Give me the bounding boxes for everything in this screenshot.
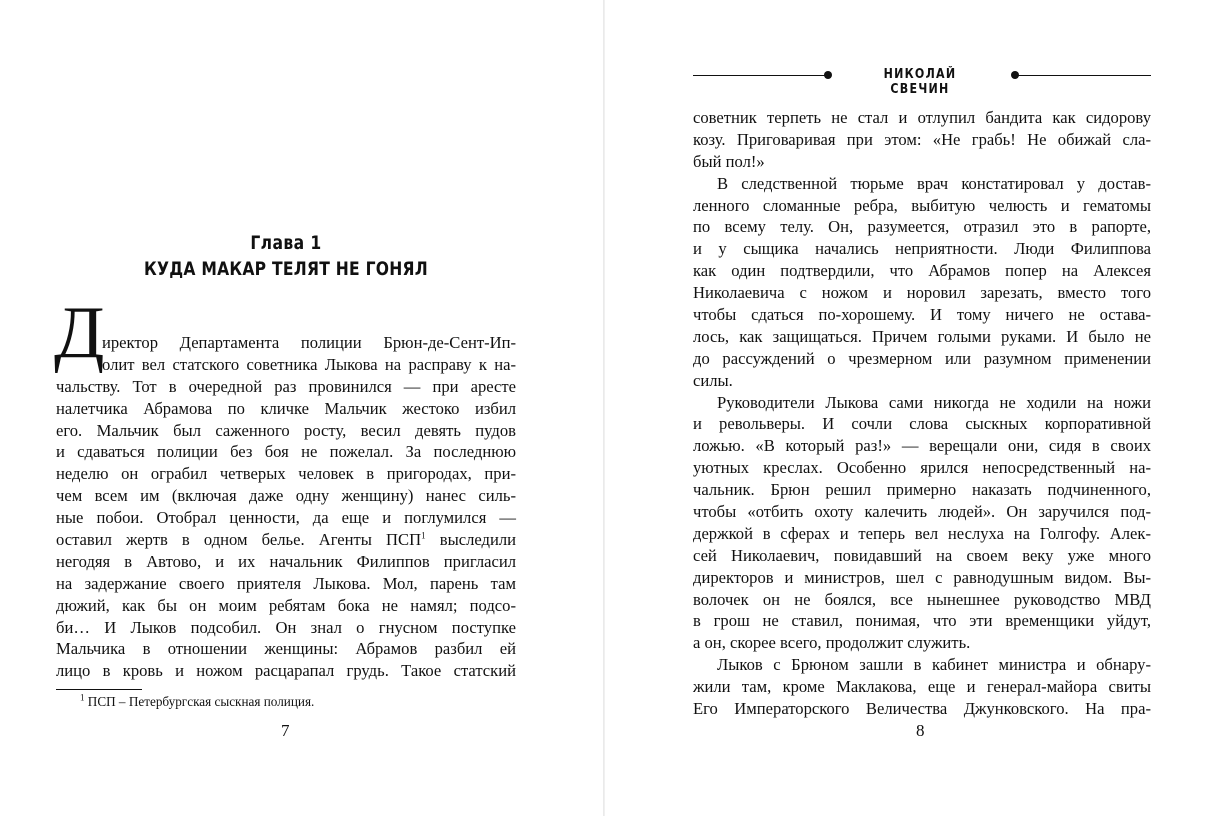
- text-line: его. Мальчик был саженного росту, весил девять пудов: [56, 420, 516, 440]
- text-line: козу. Приговаривая при этом: «Не грабь! Не обижай сла-: [693, 129, 1151, 149]
- text-line: негодяя в Автово, и их начальник Филиппов пригласил: [56, 551, 516, 571]
- left-body-text: [54, 292, 516, 682]
- text-line: и у сыщика начались неприятности. Люди Филиппова: [693, 239, 1151, 259]
- footnote-ref: 1: [421, 530, 426, 541]
- chapter-title: КУДА МАКАР ТЕЛЯТ НЕ ГОНЯЛ: [144, 258, 428, 280]
- text-line: и сдаваться полиции без боя не пожелал. За последнюю: [56, 442, 516, 462]
- running-head-text: НИКОЛАЙ СВЕЧИН: [883, 67, 957, 97]
- header-dot-left: [824, 71, 832, 79]
- text-line: [56, 529, 516, 551]
- text-segment: выследили: [425, 530, 516, 550]
- page-number-right: 8: [916, 721, 925, 740]
- text-line: би… И Лыков подсобил. Он знал о гнусном поступке: [56, 617, 516, 637]
- drop-cap: Д: [54, 292, 105, 374]
- text-line: ложью. «В который раз!» — верещали они, сидя в своих: [693, 436, 1151, 456]
- text-line: дюжий, как бы он моим ребятам бока не намял; подсо-: [56, 595, 516, 615]
- footnote: [80, 694, 314, 710]
- header-rule-right: [1015, 75, 1151, 76]
- text-line: советник терпеть не стал и отлупил бандита как сидорову: [693, 108, 1151, 127]
- chapter-number: Глава 1: [250, 232, 322, 254]
- text-line: ные побои. Отобрал ценности, да еще и поглумился —: [56, 508, 516, 528]
- running-head: [840, 67, 1000, 97]
- page-number-left: 7: [281, 721, 290, 740]
- text-line: в грош не ставил, понимая, что эти временщики уйдут,: [693, 611, 1151, 631]
- footnote-text: ПСП – Петербургская сыскная полиция.: [87, 694, 315, 709]
- text-line: лось, как защищаться. Причем голыми руками. И было не: [693, 326, 1151, 346]
- text-line: волочек он не боялся, все нынешнее руководство МВД: [693, 589, 1151, 609]
- text-line: а он, скорее всего, продолжит служить.: [693, 633, 971, 653]
- text-line: чальству. Тот в очередной раз провинился — при аресте: [56, 376, 516, 396]
- text-line: ленного сломанные ребра, выбитую челюсть и гематомы: [693, 195, 1151, 215]
- text-line: чтобы «отбить охоту калечить людей». Он заручился под-: [693, 502, 1151, 522]
- text-line: и револьверы. И сочли слова сыскных корпоративной: [693, 414, 1151, 434]
- text-line: Его Императорского Величества Джунковского. На пра-: [693, 699, 1151, 719]
- header-rule-left: [693, 75, 826, 76]
- text-line: олит вел статского советника Лыкова на расправу к на-: [102, 354, 516, 374]
- text-line: уютных креслах. Особенно ярился непосредственный на-: [693, 458, 1151, 478]
- text-line: на задержание своего приятеля Лыкова. Мол, парень там: [56, 573, 516, 593]
- text-line: бый пол!»: [693, 151, 765, 171]
- text-line: по всему телу. Он, разумеется, отразил это в рапорте,: [693, 217, 1151, 237]
- footnote-mark: 1: [80, 692, 85, 703]
- text-line: силы.: [693, 370, 733, 390]
- text-line: жили там, кроме Маклакова, еще и генерал-майора свиты: [693, 677, 1151, 697]
- right-body-text: [693, 107, 1151, 720]
- text-line: до рассуждений о чрезмерном или разумном применении: [693, 348, 1151, 368]
- text-line: директоров и министров, шел с равнодушным видом. Вы-: [693, 567, 1151, 587]
- text-line: Николаевича с ножом и норовил зарезать, вместо того: [693, 283, 1151, 303]
- text-line: держкой в сферах и теперь вел неслуха на Голгофу. Алек-: [693, 523, 1151, 543]
- footnote-rule: [56, 689, 142, 690]
- text-line: Руководители Лыкова сами никогда не ходили на ножи: [717, 392, 1151, 412]
- text-line: налетчика Абрамова по кличке Мальчик жестоко избил: [56, 398, 516, 418]
- chapter-heading: [56, 232, 516, 280]
- text-line: лицо в кровь и ножом расцарапал грудь. Такое статский: [56, 661, 516, 681]
- text-line: Лыков с Брюном зашли в кабинет министра и обнару-: [717, 655, 1151, 675]
- text-line: Мальчика в отношении женщины: Абрамов разбил ей: [56, 639, 516, 659]
- text-line: как один подтвердили, что Абрамов попер на Алексея: [693, 261, 1151, 281]
- text-line: иректор Департамента полиции Брюн-де-Сент-Ип-: [102, 333, 516, 352]
- text-segment: оставил жертв в одном белье. Агенты ПСП: [56, 530, 422, 550]
- text-line: чем всем им (включая даже одну женщину) нанес силь-: [56, 486, 516, 506]
- text-line: чтобы сдаться по-хорошему. И тому ничего не остава-: [693, 305, 1151, 325]
- text-line: В следственной тюрьме врач констатировал у достав-: [717, 173, 1151, 193]
- text-line: чальник. Брюн решил примерно наказать подчиненного,: [693, 480, 1151, 500]
- text-line: сей Николаевич, повидавший на своем веку уже много: [693, 545, 1151, 565]
- text-line: неделю он ограбил четверых человек в пригородах, при-: [56, 464, 516, 484]
